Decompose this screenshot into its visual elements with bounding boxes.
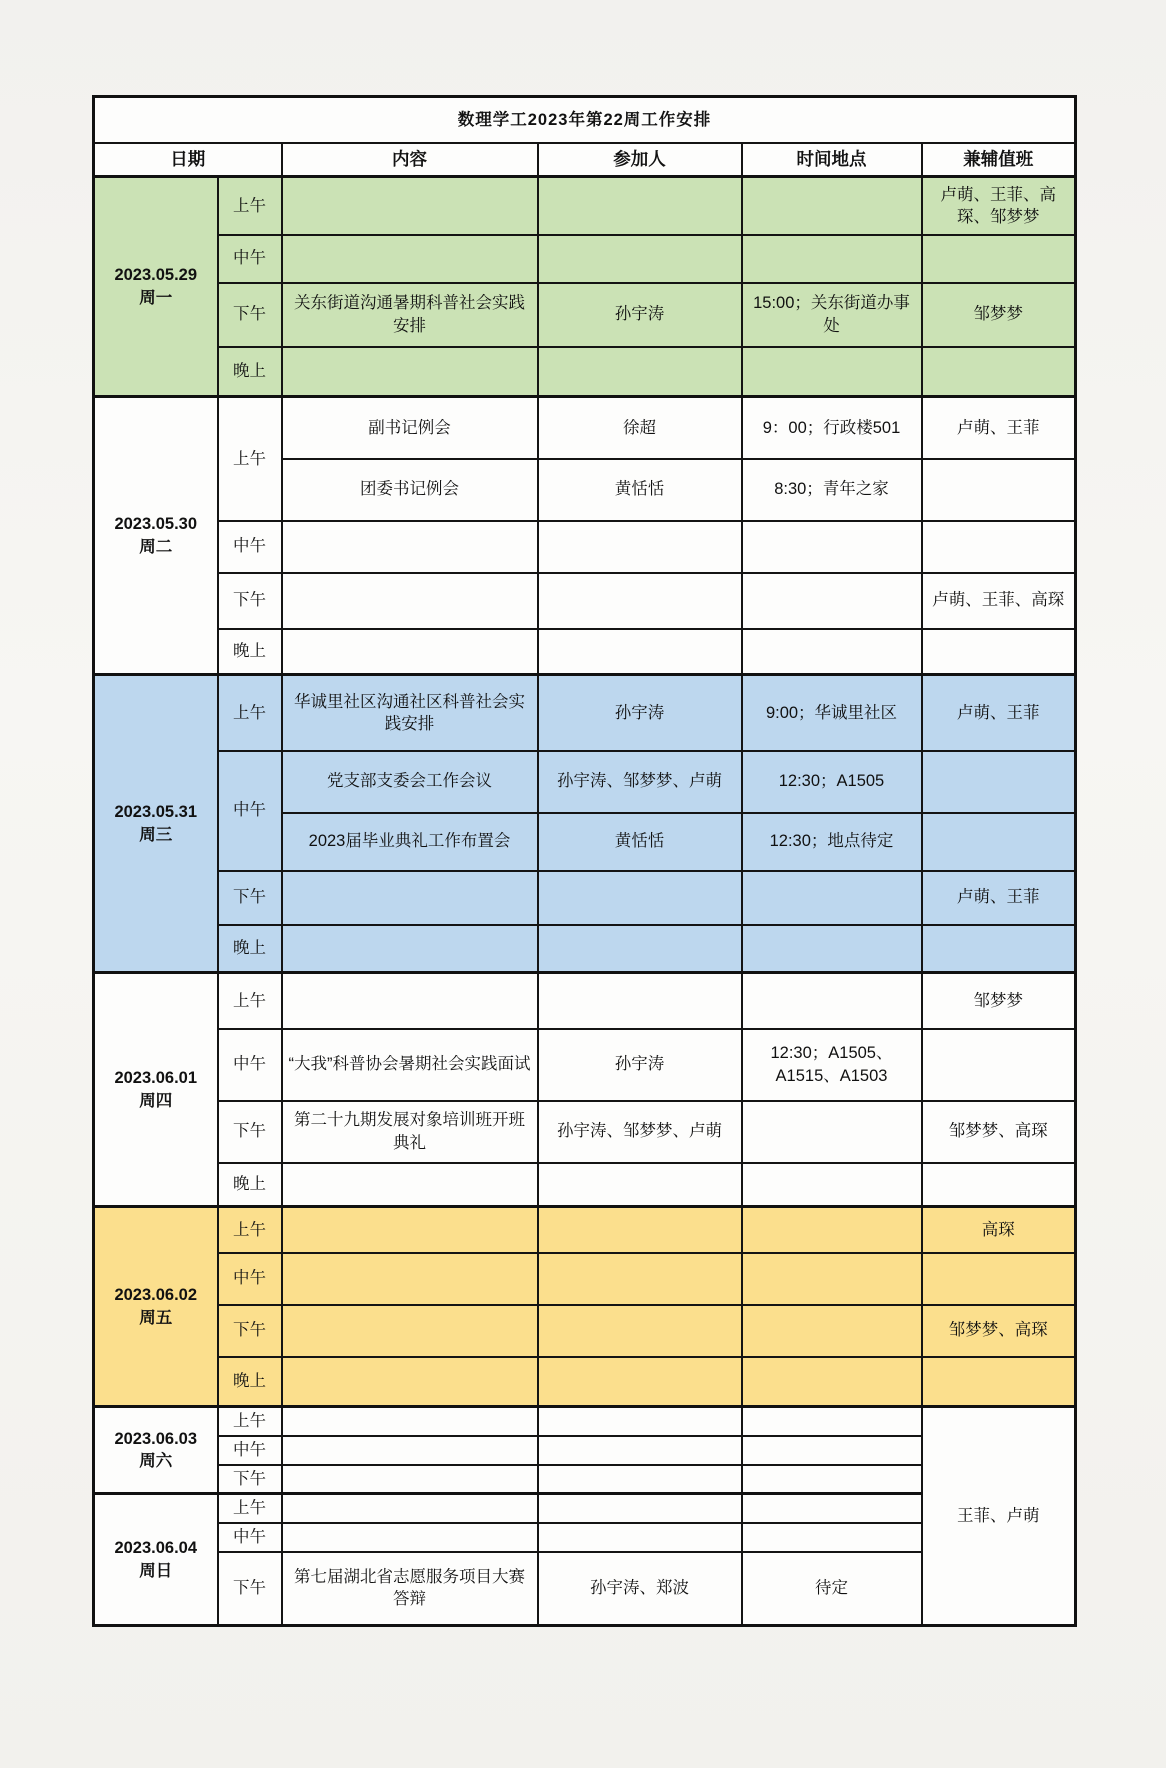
time-place-cell [742, 1407, 922, 1436]
time-place-cell [742, 235, 922, 283]
duty-cell: 邹梦梦 [922, 283, 1076, 347]
content-cell: 第七届湖北省志愿服务项目大赛答辩 [282, 1552, 538, 1626]
weekday-label: 周一 [139, 288, 173, 307]
time-place-cell [742, 925, 922, 973]
time-place-cell: 8:30；青年之家 [742, 459, 922, 521]
content-cell [282, 629, 538, 675]
time-place-cell [742, 1523, 922, 1552]
period-cell: 中午 [218, 1436, 282, 1465]
content-cell [282, 1436, 538, 1465]
period-cell: 上午 [218, 1494, 282, 1523]
content-cell: “大我”科普协会暑期社会实践面试 [282, 1029, 538, 1101]
time-place-cell: 12:30；地点待定 [742, 813, 922, 871]
participants-cell [538, 177, 742, 235]
period-cell: 上午 [218, 177, 282, 235]
period-cell: 下午 [218, 1465, 282, 1494]
content-cell: 关东街道沟通暑期科普社会实践安排 [282, 283, 538, 347]
title-row [94, 97, 1076, 143]
content-cell [282, 177, 538, 235]
content-cell: 华诚里社区沟通社区科普社会实践安排 [282, 675, 538, 751]
content-cell [282, 235, 538, 283]
period-cell: 上午 [218, 1207, 282, 1253]
content-cell [282, 1207, 538, 1253]
date-label: 2023.06.04 [114, 1539, 198, 1558]
table-row [94, 573, 1076, 629]
content-cell [282, 347, 538, 397]
table-row [94, 751, 1076, 813]
period-cell: 下午 [218, 573, 282, 629]
period-cell: 晚上 [218, 1357, 282, 1407]
period-cell: 中午 [218, 751, 282, 871]
time-place-cell: 9:00；华诚里社区 [742, 675, 922, 751]
content-cell [282, 973, 538, 1029]
participants-cell [538, 629, 742, 675]
participants-cell [538, 925, 742, 973]
date-cell [94, 1207, 218, 1407]
table-row [94, 973, 1076, 1029]
period-cell: 晚上 [218, 1163, 282, 1207]
participants-cell: 孙宇涛 [538, 675, 742, 751]
duty-cell [922, 751, 1076, 813]
time-place-cell: 12:30；A1505、A1515、A1503 [742, 1029, 922, 1101]
period-cell: 中午 [218, 1029, 282, 1101]
participants-cell [538, 1407, 742, 1436]
table-row [94, 347, 1076, 397]
header-row [94, 143, 1076, 177]
participants-cell: 孙宇涛、邹梦梦、卢萌 [538, 1101, 742, 1163]
duty-cell [922, 459, 1076, 521]
content-cell [282, 1163, 538, 1207]
table-row [94, 675, 1076, 751]
period-cell: 上午 [218, 1407, 282, 1436]
period-cell: 晚上 [218, 629, 282, 675]
content-cell: 团委书记例会 [282, 459, 538, 521]
date-cell [94, 1494, 218, 1626]
duty-cell: 卢萌、王菲 [922, 871, 1076, 925]
period-cell: 晚上 [218, 347, 282, 397]
duty-cell: 卢萌、王菲 [922, 675, 1076, 751]
content-cell [282, 1357, 538, 1407]
table-row [94, 629, 1076, 675]
duty-cell: 邹梦梦、高琛 [922, 1305, 1076, 1357]
schedule-sheet [92, 95, 1074, 1627]
duty-cell [922, 521, 1076, 573]
date-label: 2023.05.29 [114, 266, 198, 285]
duty-cell [922, 629, 1076, 675]
participants-cell: 孙宇涛、邹梦梦、卢萌 [538, 751, 742, 813]
period-cell: 下午 [218, 1552, 282, 1626]
period-cell: 中午 [218, 235, 282, 283]
table-row [94, 177, 1076, 235]
date-label: 2023.05.31 [114, 803, 198, 822]
duty-cell: 卢萌、王菲 [922, 397, 1076, 459]
content-cell [282, 1407, 538, 1436]
participants-cell [538, 521, 742, 573]
time-place-cell [742, 573, 922, 629]
weekday-label: 周六 [139, 1452, 173, 1471]
content-cell: 副书记例会 [282, 397, 538, 459]
time-place-cell: 待定 [742, 1552, 922, 1626]
weekend-duty-cell: 王菲、卢萌 [922, 1407, 1076, 1626]
period-cell: 下午 [218, 1305, 282, 1357]
participants-cell: 黄恬恬 [538, 813, 742, 871]
duty-cell [922, 1253, 1076, 1305]
participants-cell [538, 1305, 742, 1357]
participants-cell [538, 1523, 742, 1552]
time-place-cell [742, 629, 922, 675]
duty-cell: 邹梦梦 [922, 973, 1076, 1029]
duty-cell [922, 1357, 1076, 1407]
participants-cell [538, 347, 742, 397]
duty-cell: 邹梦梦、高琛 [922, 1101, 1076, 1163]
time-place-cell [742, 973, 922, 1029]
participants-cell [538, 235, 742, 283]
table-row [94, 235, 1076, 283]
participants-cell: 徐超 [538, 397, 742, 459]
time-place-cell [742, 1101, 922, 1163]
participants-cell: 孙宇涛 [538, 1029, 742, 1101]
weekly-schedule-table [92, 95, 1077, 1627]
period-cell: 上午 [218, 675, 282, 751]
participants-cell [538, 871, 742, 925]
column-header-duty: 兼辅值班 [922, 143, 1076, 177]
table-row [94, 1253, 1076, 1305]
participants-cell [538, 1436, 742, 1465]
content-cell: 2023届毕业典礼工作布置会 [282, 813, 538, 871]
period-cell: 上午 [218, 973, 282, 1029]
content-cell [282, 521, 538, 573]
date-label: 2023.05.30 [114, 515, 198, 534]
content-cell [282, 1305, 538, 1357]
date-label: 2023.06.02 [114, 1286, 198, 1305]
duty-cell: 卢萌、王菲、高琛、邹梦梦 [922, 177, 1076, 235]
time-place-cell: 9：00；行政楼501 [742, 397, 922, 459]
duty-cell: 卢萌、王菲、高琛 [922, 573, 1076, 629]
participants-cell [538, 1207, 742, 1253]
period-cell: 晚上 [218, 925, 282, 973]
weekday-label: 周二 [139, 537, 173, 556]
time-place-cell [742, 1436, 922, 1465]
participants-cell [538, 1465, 742, 1494]
time-place-cell: 12:30；A1505 [742, 751, 922, 813]
table-row [94, 871, 1076, 925]
content-cell: 党支部支委会工作会议 [282, 751, 538, 813]
period-cell: 中午 [218, 521, 282, 573]
time-place-cell [742, 521, 922, 573]
period-cell: 中午 [218, 1253, 282, 1305]
participants-cell [538, 973, 742, 1029]
content-cell [282, 871, 538, 925]
time-place-cell [742, 871, 922, 925]
table-row [94, 1163, 1076, 1207]
table-row [94, 925, 1076, 973]
duty-cell [922, 1029, 1076, 1101]
period-cell: 上午 [218, 397, 282, 521]
period-cell: 下午 [218, 1101, 282, 1163]
date-label: 2023.06.01 [114, 1069, 198, 1088]
duty-cell [922, 813, 1076, 871]
time-place-cell [742, 1494, 922, 1523]
duty-cell [922, 235, 1076, 283]
date-label: 2023.06.03 [114, 1429, 198, 1448]
duty-cell: 高琛 [922, 1207, 1076, 1253]
time-place-cell [742, 347, 922, 397]
time-place-cell [742, 177, 922, 235]
date-cell [94, 397, 218, 675]
time-place-cell: 15:00；关东街道办事处 [742, 283, 922, 347]
table-row [94, 1305, 1076, 1357]
duty-cell [922, 925, 1076, 973]
participants-cell [538, 573, 742, 629]
content-cell [282, 1253, 538, 1305]
content-cell [282, 925, 538, 973]
column-header-participants: 参加人 [538, 143, 742, 177]
content-cell: 第二十九期发展对象培训班开班典礼 [282, 1101, 538, 1163]
date-cell [94, 177, 218, 397]
content-cell [282, 1523, 538, 1552]
table-row [94, 283, 1076, 347]
period-cell: 下午 [218, 283, 282, 347]
time-place-cell [742, 1465, 922, 1494]
content-cell [282, 1465, 538, 1494]
time-place-cell [742, 1253, 922, 1305]
participants-cell [538, 1163, 742, 1207]
column-header-time-place: 时间地点 [742, 143, 922, 177]
duty-cell [922, 1163, 1076, 1207]
date-cell [94, 675, 218, 973]
table-row [94, 1357, 1076, 1407]
participants-cell: 孙宇涛、郑波 [538, 1552, 742, 1626]
weekday-label: 周四 [139, 1091, 173, 1110]
time-place-cell [742, 1305, 922, 1357]
table-row [94, 1207, 1076, 1253]
date-cell [94, 973, 218, 1207]
time-place-cell [742, 1207, 922, 1253]
table-row [94, 521, 1076, 573]
time-place-cell [742, 1357, 922, 1407]
participants-cell: 孙宇涛 [538, 283, 742, 347]
table-row [94, 1029, 1076, 1101]
time-place-cell [742, 1163, 922, 1207]
period-cell: 下午 [218, 871, 282, 925]
participants-cell [538, 1357, 742, 1407]
content-cell [282, 573, 538, 629]
weekday-label: 周五 [139, 1308, 173, 1327]
column-header-content: 内容 [282, 143, 538, 177]
weekday-label: 周三 [139, 825, 173, 844]
content-cell [282, 1494, 538, 1523]
duty-cell [922, 347, 1076, 397]
column-header-date: 日期 [94, 143, 282, 177]
table-row [94, 397, 1076, 459]
period-cell: 中午 [218, 1523, 282, 1552]
participants-cell: 黄恬恬 [538, 459, 742, 521]
date-cell [94, 1407, 218, 1494]
table-row [94, 1407, 1076, 1436]
table-row [94, 1101, 1076, 1163]
page-title: 数理学工2023年第22周工作安排 [94, 97, 1076, 143]
participants-cell [538, 1494, 742, 1523]
participants-cell [538, 1253, 742, 1305]
weekday-label: 周日 [139, 1561, 173, 1580]
